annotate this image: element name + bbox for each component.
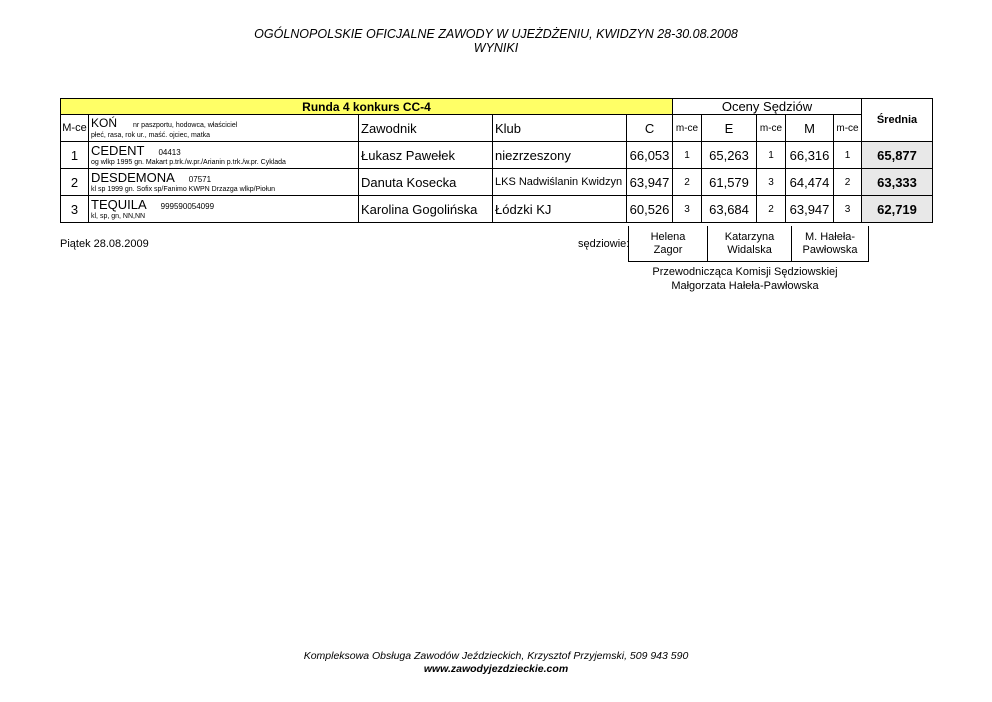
horse-header-info2: płeć, rasa, rok ur., maść. ojciec, matka [91, 131, 211, 139]
committee-chair [626, 265, 864, 293]
footer-website: www.zawodyjezdzieckie.com [423, 663, 569, 675]
average-cell: 62,719 [862, 196, 933, 223]
horse-header-info: nr paszportu, hodowca, właściciel [133, 121, 238, 129]
judges-table [628, 226, 869, 262]
judge-m-header: M [786, 115, 834, 142]
document-subtitle: WYNIKI [473, 41, 519, 55]
horse-cell [89, 196, 359, 223]
rider-cell: Karolina Gogolińska [359, 196, 493, 223]
judge-m-name: M. Hałeła- Pawłowska [792, 226, 869, 262]
club-header: Klub [493, 115, 627, 142]
horse-passport: 04413 [158, 147, 181, 157]
judge-c-rank-header: m-ce [673, 115, 702, 142]
average-cell: 65,877 [862, 142, 933, 169]
judges-scores-header: Oceny Sędziów [673, 99, 862, 115]
place-cell: 3 [61, 196, 89, 223]
judge-e-name: Katarzyna Widalska [708, 226, 792, 262]
rider-cell: Łukasz Pawełek [359, 142, 493, 169]
place-cell: 1 [61, 142, 89, 169]
horse-details: kl, sp, gn, NN,NN [91, 212, 146, 220]
table-row [61, 142, 933, 169]
rank-c: 2 [673, 169, 702, 196]
round-title: Runda 4 konkurs CC-4 [61, 99, 673, 115]
horse-details: kl sp 1999 gn. Sofix sp/Fanimo KWPN Drzazga wlkp/Piołun [91, 185, 276, 193]
horse-header [89, 115, 359, 142]
rank-c: 3 [673, 196, 702, 223]
judge-e-rank-header: m-ce [757, 115, 786, 142]
horse-details: og wlkp 1995 gn. Makart p.trk./w.pr./Arianin p.trk./w.pr. Cyklada [91, 158, 286, 166]
judges-label: sędziowie: [578, 238, 630, 250]
horse-cell [89, 169, 359, 196]
score-e: 61,579 [702, 169, 757, 196]
place-header: M-ce [61, 115, 89, 142]
score-e: 65,263 [702, 142, 757, 169]
place-cell: 2 [61, 169, 89, 196]
rider-cell: Danuta Kosecka [359, 169, 493, 196]
score-m: 64,474 [786, 169, 834, 196]
judge-c-name: Helena Zagor [629, 226, 708, 262]
horse-name: CEDENT [91, 142, 145, 158]
committee-title: Przewodnicząca Komisji Sędziowskiej [652, 266, 838, 278]
club-cell: niezrzeszony [493, 142, 627, 169]
judge-c-header: C [627, 115, 673, 142]
score-m: 66,316 [786, 142, 834, 169]
club-cell: Łódzki KJ [493, 196, 627, 223]
rank-m: 2 [834, 169, 862, 196]
average-header: Średnia [862, 99, 933, 142]
score-c: 66,053 [627, 142, 673, 169]
rank-c: 1 [673, 142, 702, 169]
rank-m: 3 [834, 196, 862, 223]
table-row [61, 169, 933, 196]
horse-name: DESDEMONA [91, 169, 175, 185]
document-title: OGÓLNOPOLSKIE OFICJALNE ZAWODY W UJEŻDŻENIU, KWIDZYN 28-30.08.2008 [254, 27, 738, 41]
average-cell: 63,333 [862, 169, 933, 196]
score-m: 63,947 [786, 196, 834, 223]
event-date: Piątek 28.08.2009 [60, 238, 149, 250]
horse-passport: 999590054099 [160, 201, 215, 211]
results-table [60, 98, 933, 223]
rank-e: 1 [757, 142, 786, 169]
committee-name: Małgorzata Hałeła-Pawłowska [671, 280, 819, 292]
rank-e: 3 [757, 169, 786, 196]
score-c: 63,947 [627, 169, 673, 196]
horse-name: TEQUILA [91, 196, 147, 212]
judge-m-rank-header: m-ce [834, 115, 862, 142]
rank-e: 2 [757, 196, 786, 223]
rider-header: Zawodnik [359, 115, 493, 142]
table-row [61, 196, 933, 223]
rank-m: 1 [834, 142, 862, 169]
horse-cell [89, 142, 359, 169]
horse-passport: 07571 [188, 174, 212, 184]
score-c: 60,526 [627, 196, 673, 223]
horse-header-label: KOŃ [91, 115, 118, 130]
score-e: 63,684 [702, 196, 757, 223]
judge-e-header: E [702, 115, 757, 142]
footer-company: Kompleksowa Obsługa Zawodów Jeździeckich, Krzysztof Przyjemski, 509 943 590 [303, 650, 689, 662]
club-cell: LKS Nadwiślanin Kwidzyn [493, 169, 627, 196]
